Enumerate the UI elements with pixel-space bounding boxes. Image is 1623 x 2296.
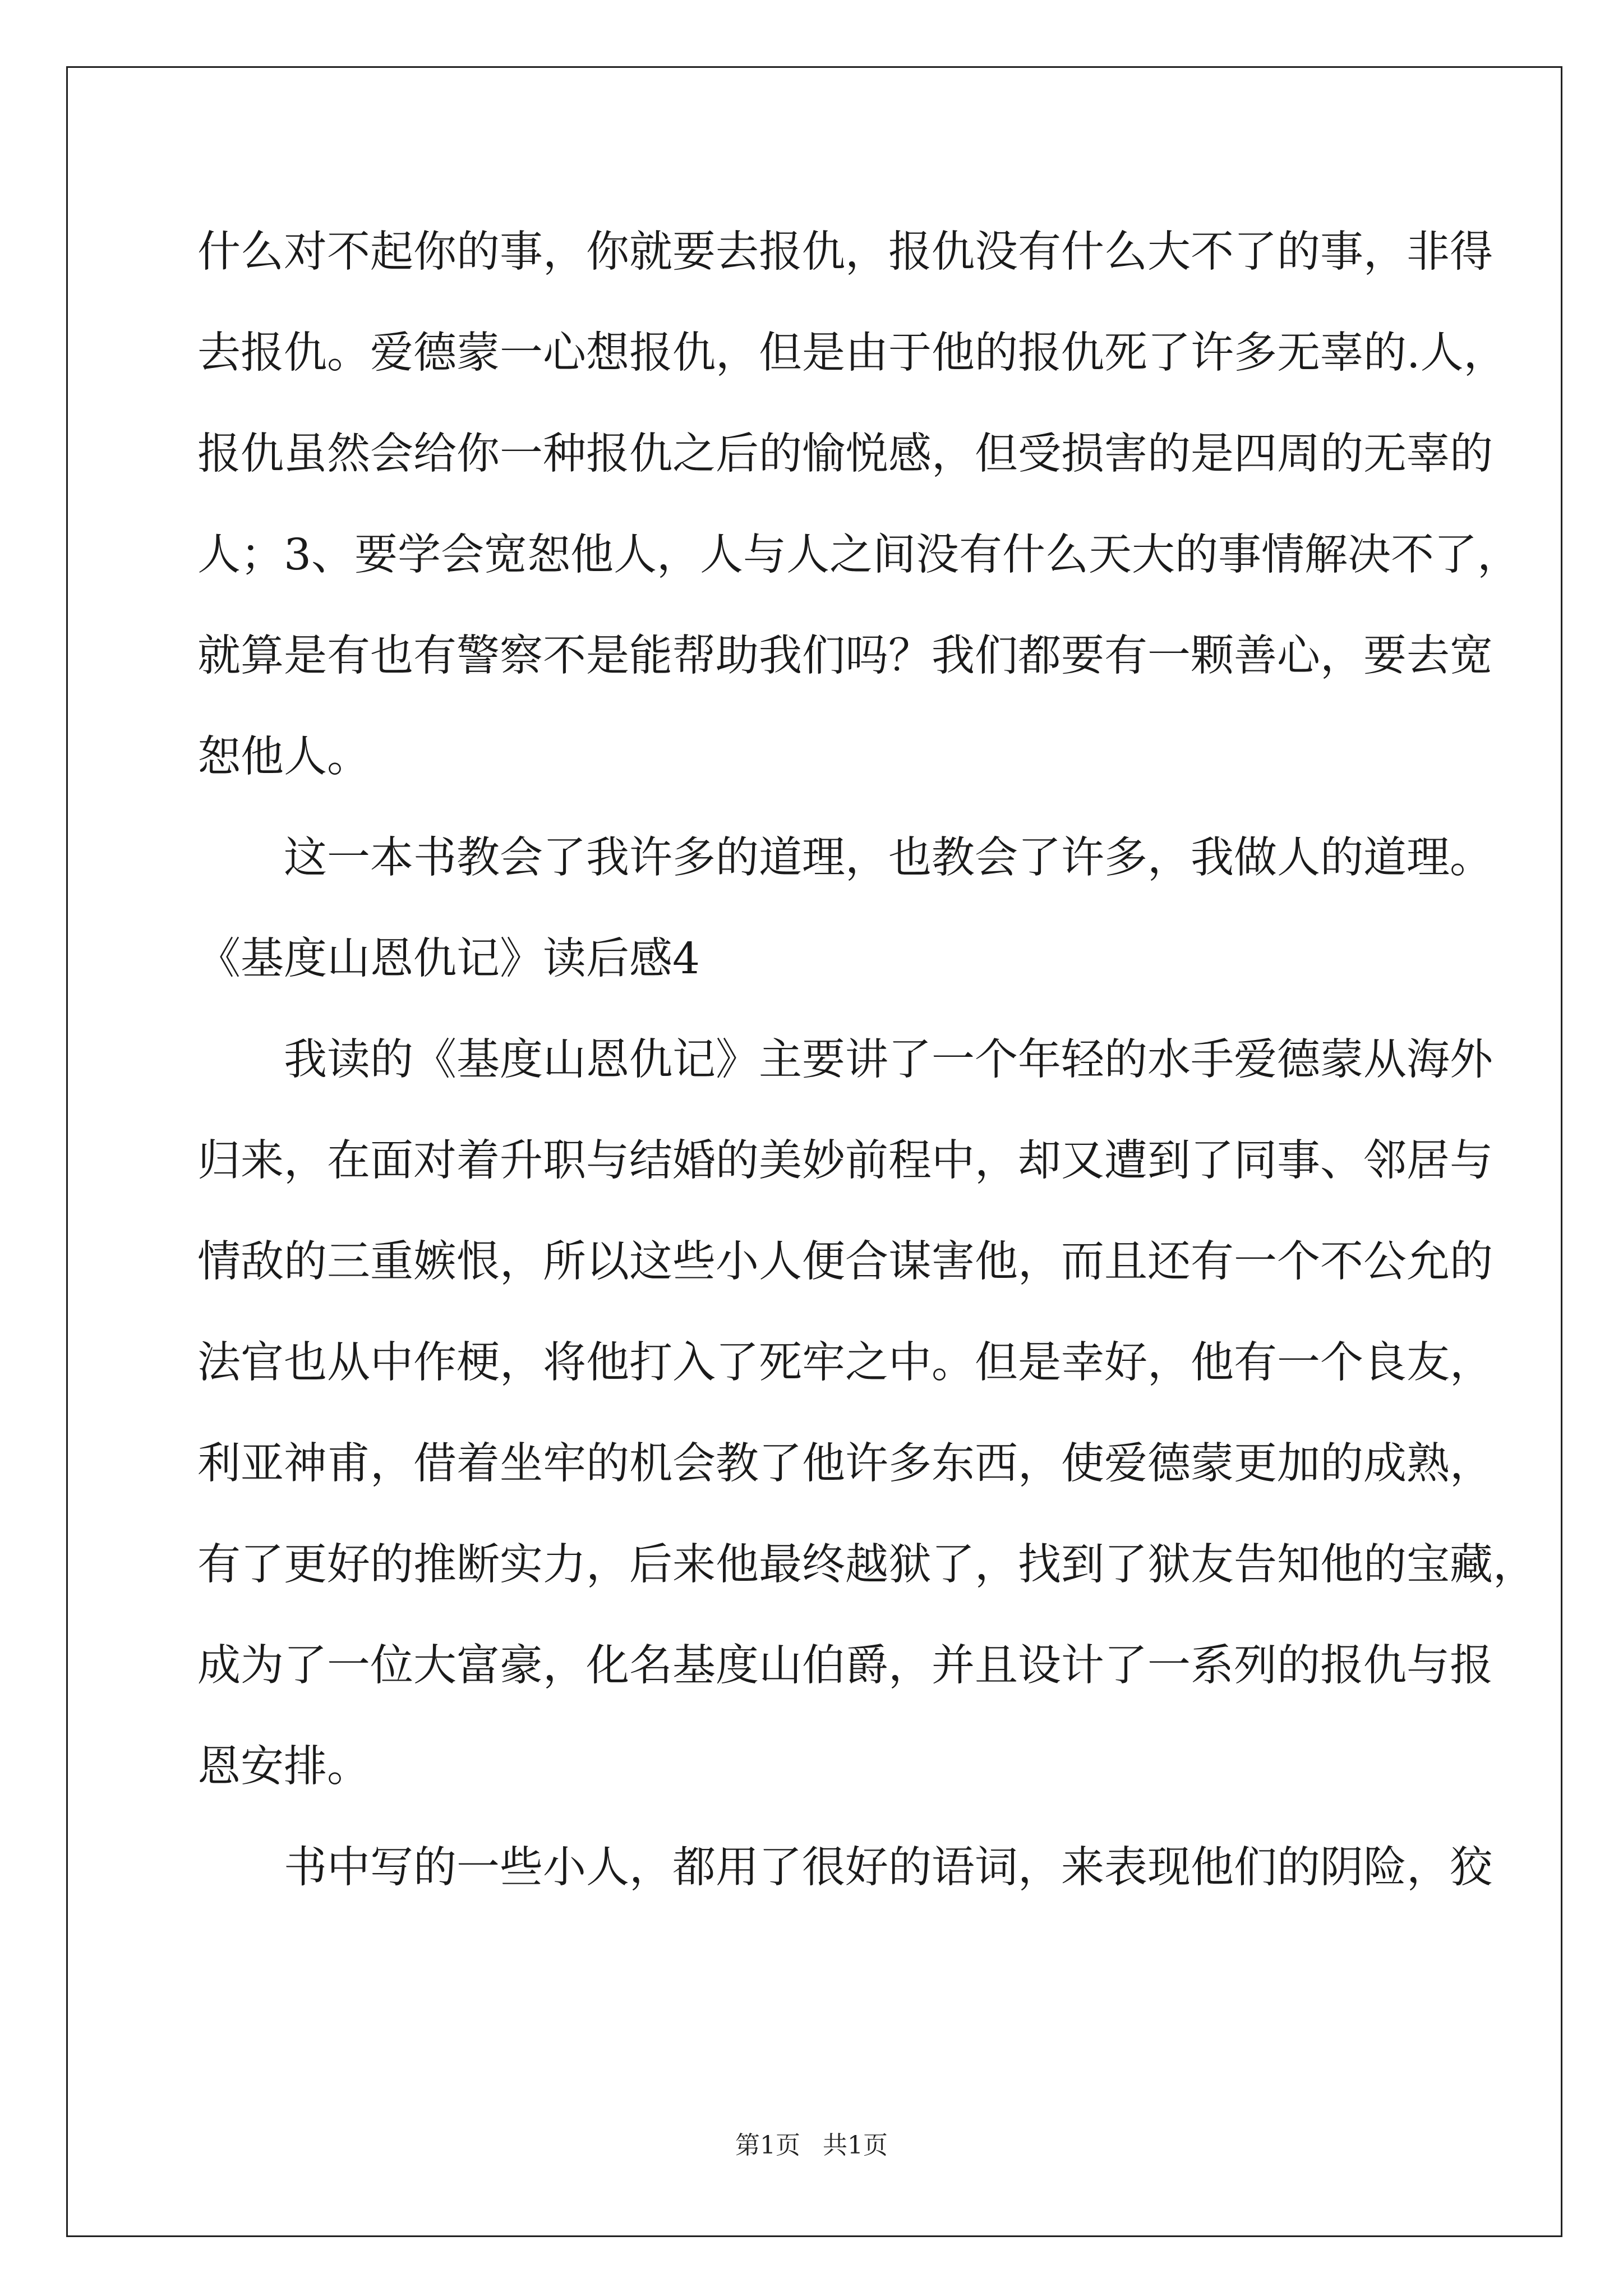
paragraph-line: 归来，在面对着升职与结婚的美妙前程中，却又遭到了同事、邻居与: [197, 1136, 1493, 1186]
paragraph-line: 这一本书教会了我许多的道理，也教会了许多，我做人的道理。: [284, 833, 1493, 883]
page-number-current: 第1页: [735, 2131, 800, 2160]
page-number-total: 共1页: [823, 2131, 888, 2160]
paragraph-line: 法官也从中作梗，将他打入了死牢之中。但是幸好，他有一个良友，: [197, 1338, 1493, 1388]
document-body: [197, 213, 1536, 1930]
paragraph-line: 恩安排。: [197, 1742, 370, 1792]
paragraph-line: 成为了一位大富豪，化名基度山伯爵，并且设计了一系列的报仇与报: [197, 1641, 1493, 1691]
paragraph-line: 什么对不起你的事，你就要去报仇，报仇没有什么大不了的事，非得: [197, 227, 1493, 277]
paragraph-line: 利亚神甫，借着坐牢的机会教了他许多东西，使爱德蒙更加的成熟，: [197, 1439, 1493, 1489]
section-heading: 《基度山恩仇记》读后感4: [197, 934, 700, 984]
paragraph-line: 人；3、要学会宽恕他人，人与人之间没有什么天大的事情解决不了，: [197, 530, 1520, 580]
paragraph-line: 有了更好的推断实力，后来他最终越狱了，找到了狱友告知他的宝藏，: [197, 1540, 1536, 1590]
page-footer: [0, 2129, 1623, 2162]
paragraph-line: 报仇虽然会给你一种报仇之后的愉悦感，但受损害的是四周的无辜的: [197, 429, 1493, 479]
paragraph-line: 情敌的三重嫉恨，所以这些小人便合谋害他，而且还有一个不公允的: [197, 1237, 1493, 1287]
paragraph-line: 恕他人。: [197, 732, 370, 782]
paragraph-line: 书中写的一些小人，都用了很好的语词，来表现他们的阴险，狡: [284, 1843, 1493, 1893]
paragraph-line: 去报仇。爱德蒙一心想报仇，但是由于他的报仇死了许多无辜的.人，: [197, 328, 1507, 378]
paragraph-line: 就算是有也有警察不是能帮助我们吗？我们都要有一颗善心，要去宽: [197, 631, 1493, 681]
paragraph-line: 我读的《基度山恩仇记》主要讲了一个年轻的水手爱德蒙从海外: [284, 1035, 1493, 1085]
